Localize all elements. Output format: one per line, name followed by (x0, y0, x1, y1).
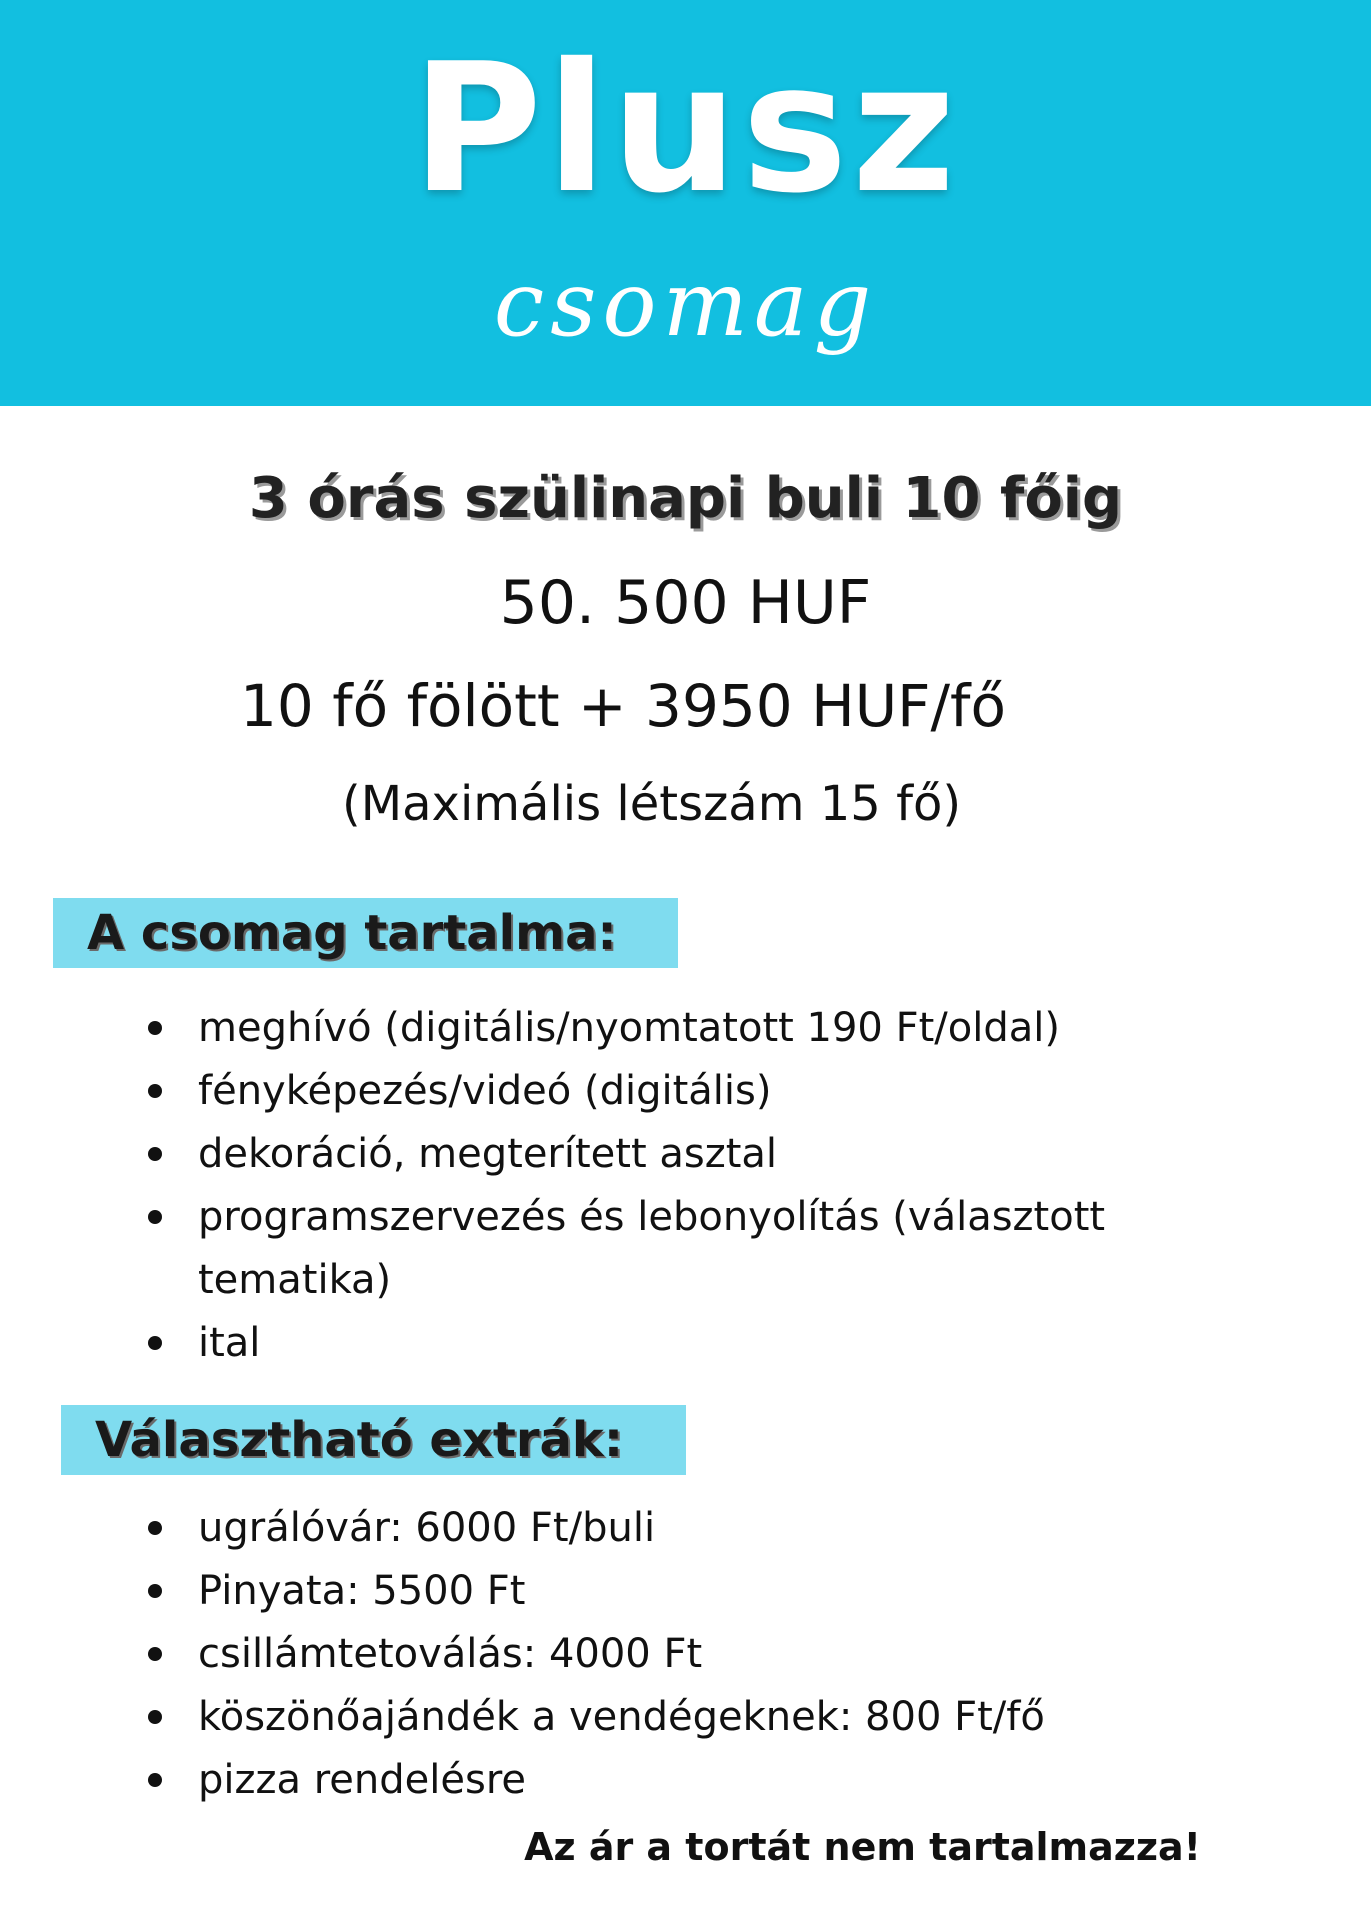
contents-list (148, 997, 1238, 1375)
offer-price: 50. 500 HUF (499, 568, 872, 638)
bullet-icon (148, 1521, 162, 1535)
list-item (148, 1560, 1238, 1623)
bullet-icon (148, 1210, 162, 1224)
list-item-text: fényképezés/videó (digitális) (198, 1068, 772, 1114)
list-item-text: dekoráció, megterített asztal (198, 1131, 778, 1177)
bullet-icon (148, 1710, 162, 1724)
extras-heading: Választható extrák: (61, 1405, 686, 1475)
list-item-text: programszervezés és lebonyolítás (választott tematika) (198, 1194, 1106, 1303)
offer-extra-price: 10 fő fölött + 3950 HUF/fő (240, 672, 1006, 740)
bullet-icon (148, 1084, 162, 1098)
bullet-icon (148, 1584, 162, 1598)
bullet-icon (148, 1336, 162, 1350)
list-item-text: Pinyata: 5500 Ft (198, 1568, 526, 1614)
list-item (148, 1686, 1238, 1749)
list-item (148, 1749, 1238, 1812)
list-item-text: meghívó (digitális/nyomtatott 190 Ft/oldal) (198, 1005, 1060, 1051)
list-item (148, 997, 1238, 1060)
header-banner (0, 0, 1371, 406)
list-item-text: köszönőajándék a vendégeknek: 800 Ft/fő (198, 1694, 1045, 1740)
list-item-text: ugrálóvár: 6000 Ft/buli (198, 1505, 656, 1551)
list-item-text: csillámtetoválás: 4000 Ft (198, 1631, 703, 1677)
bullet-icon (148, 1021, 162, 1035)
price-disclaimer: Az ár a tortát nem tartalmazza! (524, 1825, 1201, 1869)
list-item (148, 1312, 1238, 1375)
list-item (148, 1623, 1238, 1686)
list-item-text: ital (198, 1320, 261, 1366)
list-item (148, 1060, 1238, 1123)
bullet-icon (148, 1647, 162, 1661)
list-item (148, 1123, 1238, 1186)
contents-heading: A csomag tartalma: (53, 898, 678, 968)
list-item-text: pizza rendelésre (198, 1757, 526, 1803)
list-item (148, 1497, 1238, 1560)
page-title: Plusz (411, 25, 960, 232)
page-subtitle: csomag (493, 252, 878, 357)
offer-headline: 3 órás szülinapi buli 10 főig (248, 466, 1123, 531)
list-item (148, 1186, 1238, 1312)
extras-list (148, 1497, 1238, 1812)
bullet-icon (148, 1773, 162, 1787)
offer-max-note: (Maximális létszám 15 fő) (342, 776, 962, 832)
bullet-icon (148, 1147, 162, 1161)
